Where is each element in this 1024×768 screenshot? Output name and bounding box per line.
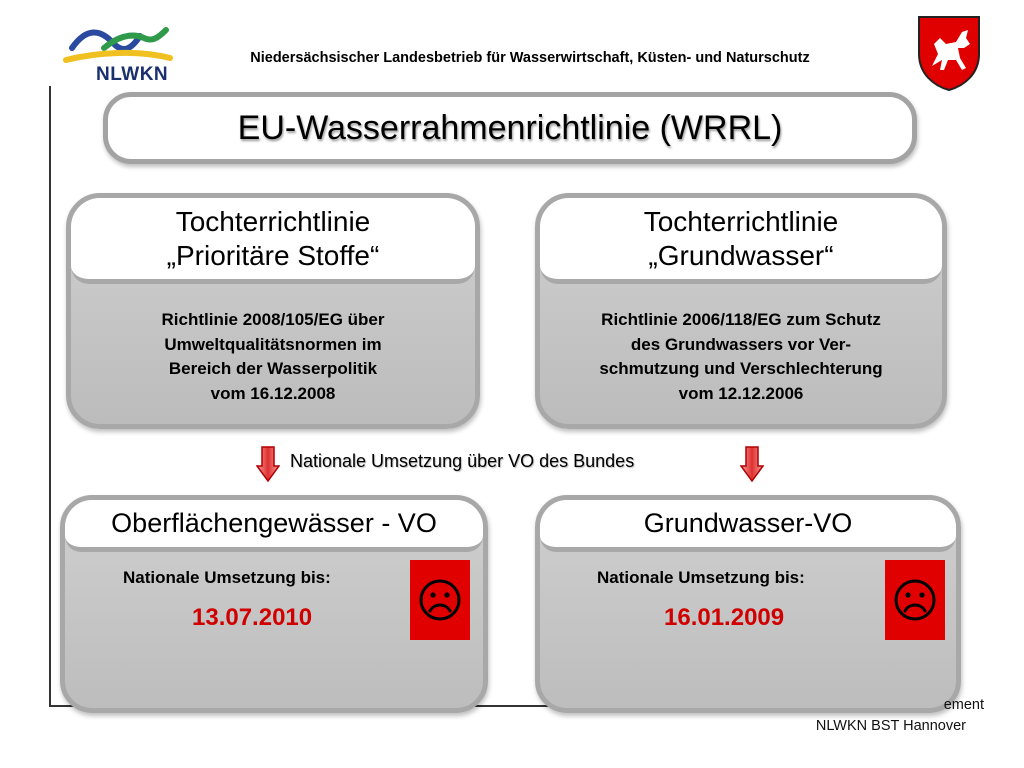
footer-office: NLWKN BST Hannover <box>815 718 966 734</box>
logo-text: NLWKN <box>96 64 169 85</box>
implementation-date: 16.01.2009 <box>664 604 785 631</box>
directive-title-line1: Tochterrichtlinie <box>643 205 839 237</box>
directive-title-line1: Tochterrichtlinie <box>175 205 371 237</box>
directive-text-line: vom 12.12.2006 <box>678 383 804 403</box>
directive-card-priority-substances <box>66 193 480 429</box>
implementation-date: 13.07.2010 <box>192 604 313 631</box>
directive-title-line2: „Grundwasser“ <box>648 239 834 271</box>
nlwkn-logo <box>58 18 178 88</box>
directive-text-line: schmutzung und Verschlechterung <box>599 359 883 379</box>
footer-partial-text: ement <box>943 697 984 713</box>
down-arrow-icon <box>256 446 280 482</box>
regulation-title: Oberflächengewässer - VO <box>65 500 483 552</box>
directive-text-line: Richtlinie 2008/105/EG über <box>161 310 385 329</box>
regulation-card-groundwater <box>535 495 961 713</box>
frown-icon <box>885 560 945 640</box>
directive-text-line: Bereich der Wasserpolitik <box>168 359 378 379</box>
directive-text-line: vom 16.12.2008 <box>210 383 336 403</box>
lower-saxony-crest-icon <box>916 14 982 92</box>
main-title: EU-Wasserrahmenrichtlinie (WRRL) <box>237 108 783 147</box>
directive-description <box>550 308 932 407</box>
directive-text-line: des Grundwassers vor Ver- <box>630 334 852 354</box>
implementation-label: Nationale Umsetzung bis: <box>123 568 331 587</box>
directive-card-groundwater <box>535 193 947 429</box>
directive-text-line: Umweltqualitätsnormen im <box>164 334 382 354</box>
directive-text-line: Richtlinie 2006/118/EG zum Schutz <box>601 310 881 329</box>
frame-line-vertical <box>49 86 51 706</box>
transition-label: Nationale Umsetzung über VO des Bundes <box>290 451 635 471</box>
down-arrow-icon <box>740 446 764 482</box>
regulation-card-surface-water <box>60 495 488 713</box>
implementation-label: Nationale Umsetzung bis: <box>597 568 805 587</box>
regulation-title: Grundwasser-VO <box>540 500 956 552</box>
frown-icon <box>410 560 470 640</box>
directive-card-header <box>71 198 475 284</box>
wave-logo-icon <box>58 18 178 66</box>
directive-description <box>81 308 465 407</box>
directive-title-line2: „Prioritäre Stoffe“ <box>166 239 380 271</box>
organization-name: Niedersächsischer Landesbetrieb für Wasserwirtschaft, Küsten- und Naturschutz <box>250 50 810 66</box>
main-title-box <box>103 92 917 164</box>
directive-card-header <box>540 198 942 284</box>
